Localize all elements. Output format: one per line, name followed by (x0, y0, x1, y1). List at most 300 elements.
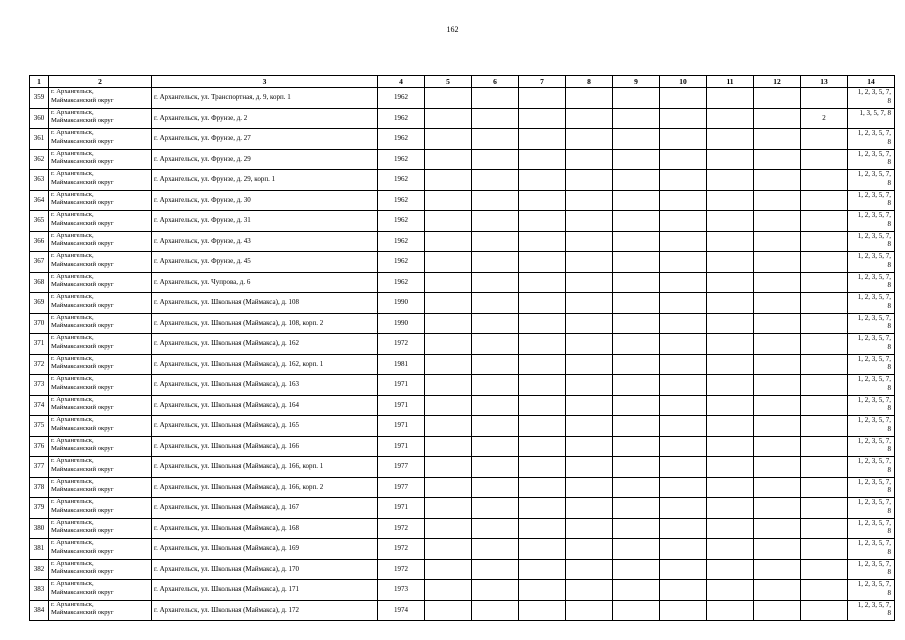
column-9-cell (613, 149, 660, 170)
column-9-cell (613, 272, 660, 293)
column-6-cell (472, 498, 519, 519)
year-cell: 1972 (378, 518, 425, 539)
year-cell: 1977 (378, 457, 425, 478)
column-14-cell: 1, 2, 3, 5, 7, 8 (848, 190, 895, 211)
row-number-cell: 359 (30, 88, 49, 109)
column-8-cell (566, 88, 613, 109)
column-13-cell (801, 334, 848, 355)
table-row (30, 477, 895, 498)
column-5-cell (425, 477, 472, 498)
column-13-cell (801, 190, 848, 211)
column-8-cell (566, 211, 613, 232)
column-7-cell (519, 416, 566, 437)
table-body (30, 88, 895, 621)
column-header-14: 14 (848, 76, 895, 88)
column-6-cell (472, 559, 519, 580)
column-12-cell (754, 518, 801, 539)
row-number-cell: 371 (30, 334, 49, 355)
column-8-cell (566, 252, 613, 273)
column-12-cell (754, 354, 801, 375)
column-12-cell (754, 211, 801, 232)
column-11-cell (707, 108, 754, 129)
column-7-cell (519, 88, 566, 109)
column-14-cell: 1, 2, 3, 5, 7, 8 (848, 477, 895, 498)
column-header-4: 4 (378, 76, 425, 88)
column-11-cell (707, 334, 754, 355)
column-11-cell (707, 559, 754, 580)
column-8-cell (566, 170, 613, 191)
year-cell: 1962 (378, 149, 425, 170)
column-14-cell: 1, 2, 3, 5, 7, 8 (848, 498, 895, 519)
table-row (30, 518, 895, 539)
column-12-cell (754, 190, 801, 211)
column-5-cell (425, 252, 472, 273)
column-6-cell (472, 252, 519, 273)
address-cell: г. Архангельск, ул. Школьная (Маймакса), д. 163 (152, 375, 378, 396)
column-6-cell (472, 190, 519, 211)
district-cell: г. Архангельск, Маймаксанский округ (49, 518, 152, 539)
column-9-cell (613, 354, 660, 375)
column-11-cell (707, 354, 754, 375)
table-row (30, 313, 895, 334)
column-9-cell (613, 252, 660, 273)
column-13-cell (801, 416, 848, 437)
column-8-cell (566, 129, 613, 150)
district-cell: г. Архангельск, Маймаксанский округ (49, 477, 152, 498)
column-10-cell (660, 498, 707, 519)
column-12-cell (754, 293, 801, 314)
year-cell: 1962 (378, 231, 425, 252)
column-8-cell (566, 477, 613, 498)
table-row (30, 293, 895, 314)
column-13-cell (801, 231, 848, 252)
row-number-cell: 377 (30, 457, 49, 478)
row-number-cell: 384 (30, 600, 49, 621)
column-6-cell (472, 293, 519, 314)
table-row (30, 580, 895, 601)
column-9-cell (613, 518, 660, 539)
address-cell: г. Архангельск, ул. Фрунзе, д. 31 (152, 211, 378, 232)
year-cell: 1962 (378, 272, 425, 293)
column-10-cell (660, 518, 707, 539)
year-cell: 1962 (378, 170, 425, 191)
address-cell: г. Архангельск, ул. Фрунзе, д. 27 (152, 129, 378, 150)
column-12-cell (754, 149, 801, 170)
column-14-cell: 1, 3, 5, 7, 8 (848, 108, 895, 129)
column-7-cell (519, 170, 566, 191)
column-9-cell (613, 498, 660, 519)
year-cell: 1962 (378, 211, 425, 232)
column-9-cell (613, 395, 660, 416)
column-10-cell (660, 580, 707, 601)
column-12-cell (754, 88, 801, 109)
column-12-cell (754, 231, 801, 252)
column-13-cell (801, 375, 848, 396)
column-9-cell (613, 600, 660, 621)
row-number-cell: 375 (30, 416, 49, 437)
column-10-cell (660, 416, 707, 437)
district-cell: г. Архангельск, Маймаксанский округ (49, 231, 152, 252)
column-10-cell (660, 88, 707, 109)
year-cell: 1973 (378, 580, 425, 601)
table-row (30, 334, 895, 355)
district-cell: г. Архангельск, Маймаксанский округ (49, 498, 152, 519)
column-5-cell (425, 334, 472, 355)
column-8-cell (566, 375, 613, 396)
column-8-cell (566, 539, 613, 560)
address-cell: г. Архангельск, ул. Фрунзе, д. 30 (152, 190, 378, 211)
year-cell: 1962 (378, 88, 425, 109)
column-6-cell (472, 477, 519, 498)
column-8-cell (566, 190, 613, 211)
column-14-cell: 1, 2, 3, 5, 7, 8 (848, 395, 895, 416)
row-number-cell: 376 (30, 436, 49, 457)
column-10-cell (660, 129, 707, 150)
column-11-cell (707, 88, 754, 109)
column-7-cell (519, 457, 566, 478)
column-9-cell (613, 293, 660, 314)
column-8-cell (566, 108, 613, 129)
column-6-cell (472, 457, 519, 478)
column-13-cell (801, 252, 848, 273)
column-11-cell (707, 518, 754, 539)
column-header-3: 3 (152, 76, 378, 88)
year-cell: 1977 (378, 477, 425, 498)
column-13-cell (801, 129, 848, 150)
column-5-cell (425, 108, 472, 129)
column-5-cell (425, 149, 472, 170)
column-14-cell: 1, 2, 3, 5, 7, 8 (848, 334, 895, 355)
column-5-cell (425, 375, 472, 396)
table-row (30, 457, 895, 478)
column-10-cell (660, 149, 707, 170)
column-12-cell (754, 129, 801, 150)
table-row (30, 416, 895, 437)
row-number-cell: 363 (30, 170, 49, 191)
column-10-cell (660, 436, 707, 457)
year-cell: 1981 (378, 354, 425, 375)
district-cell: г. Архангельск, Маймаксанский округ (49, 334, 152, 355)
column-10-cell (660, 108, 707, 129)
district-cell: г. Архангельск, Маймаксанский округ (49, 539, 152, 560)
column-12-cell (754, 334, 801, 355)
district-cell: г. Архангельск, Маймаксанский округ (49, 129, 152, 150)
column-10-cell (660, 211, 707, 232)
row-number-cell: 383 (30, 580, 49, 601)
column-9-cell (613, 231, 660, 252)
column-14-cell: 1, 2, 3, 5, 7, 8 (848, 272, 895, 293)
column-11-cell (707, 375, 754, 396)
column-7-cell (519, 293, 566, 314)
column-14-cell: 1, 2, 3, 5, 7, 8 (848, 436, 895, 457)
column-9-cell (613, 129, 660, 150)
district-cell: г. Архангельск, Маймаксанский округ (49, 190, 152, 211)
column-13-cell: 2 (801, 108, 848, 129)
column-9-cell (613, 580, 660, 601)
column-10-cell (660, 313, 707, 334)
column-6-cell (472, 600, 519, 621)
column-13-cell (801, 457, 848, 478)
column-11-cell (707, 416, 754, 437)
district-cell: г. Архангельск, Маймаксанский округ (49, 149, 152, 170)
column-9-cell (613, 313, 660, 334)
column-12-cell (754, 436, 801, 457)
table-row (30, 170, 895, 191)
address-cell: г. Архангельск, ул. Чупрова, д. 6 (152, 272, 378, 293)
column-5-cell (425, 600, 472, 621)
column-7-cell (519, 149, 566, 170)
column-10-cell (660, 559, 707, 580)
column-11-cell (707, 436, 754, 457)
table-row (30, 252, 895, 273)
column-13-cell (801, 170, 848, 191)
row-number-cell: 366 (30, 231, 49, 252)
column-9-cell (613, 477, 660, 498)
column-6-cell (472, 129, 519, 150)
column-7-cell (519, 211, 566, 232)
column-8-cell (566, 395, 613, 416)
address-cell: г. Архангельск, ул. Транспортная, д. 9, корп. 1 (152, 88, 378, 109)
year-cell: 1971 (378, 436, 425, 457)
column-10-cell (660, 600, 707, 621)
column-7-cell (519, 436, 566, 457)
year-cell: 1990 (378, 313, 425, 334)
column-7-cell (519, 559, 566, 580)
column-14-cell: 1, 2, 3, 5, 7, 8 (848, 170, 895, 191)
year-cell: 1962 (378, 190, 425, 211)
column-5-cell (425, 559, 472, 580)
row-number-cell: 373 (30, 375, 49, 396)
district-cell: г. Архангельск, Маймаксанский округ (49, 600, 152, 621)
column-10-cell (660, 457, 707, 478)
column-12-cell (754, 477, 801, 498)
address-cell: г. Архангельск, ул. Школьная (Маймакса), д. 108 (152, 293, 378, 314)
table-row (30, 231, 895, 252)
column-14-cell: 1, 2, 3, 5, 7, 8 (848, 293, 895, 314)
table-row (30, 88, 895, 109)
column-7-cell (519, 498, 566, 519)
column-13-cell (801, 354, 848, 375)
column-header-12: 12 (754, 76, 801, 88)
column-13-cell (801, 436, 848, 457)
table-row (30, 354, 895, 375)
column-8-cell (566, 416, 613, 437)
column-9-cell (613, 334, 660, 355)
row-number-cell: 378 (30, 477, 49, 498)
row-number-cell: 372 (30, 354, 49, 375)
column-10-cell (660, 293, 707, 314)
district-cell: г. Архангельск, Маймаксанский округ (49, 88, 152, 109)
table-row (30, 559, 895, 580)
column-13-cell (801, 211, 848, 232)
row-number-cell: 367 (30, 252, 49, 273)
column-8-cell (566, 498, 613, 519)
column-11-cell (707, 395, 754, 416)
column-6-cell (472, 416, 519, 437)
row-number-cell: 369 (30, 293, 49, 314)
column-8-cell (566, 559, 613, 580)
district-cell: г. Архангельск, Маймаксанский округ (49, 272, 152, 293)
table-row (30, 375, 895, 396)
column-9-cell (613, 375, 660, 396)
column-7-cell (519, 334, 566, 355)
column-11-cell (707, 477, 754, 498)
address-cell: г. Архангельск, ул. Фрунзе, д. 29, корп. 1 (152, 170, 378, 191)
address-cell: г. Архангельск, ул. Школьная (Маймакса), д. 166, корп. 2 (152, 477, 378, 498)
column-12-cell (754, 252, 801, 273)
column-5-cell (425, 88, 472, 109)
year-cell: 1974 (378, 600, 425, 621)
column-9-cell (613, 211, 660, 232)
column-6-cell (472, 518, 519, 539)
column-11-cell (707, 149, 754, 170)
column-5-cell (425, 211, 472, 232)
district-cell: г. Архангельск, Маймаксанский округ (49, 108, 152, 129)
page-number: 162 (446, 25, 459, 34)
district-cell: г. Архангельск, Маймаксанский округ (49, 457, 152, 478)
column-12-cell (754, 272, 801, 293)
address-cell: г. Архангельск, ул. Школьная (Маймакса), д. 167 (152, 498, 378, 519)
column-8-cell (566, 293, 613, 314)
table-row (30, 498, 895, 519)
column-14-cell: 1, 2, 3, 5, 7, 8 (848, 354, 895, 375)
column-10-cell (660, 252, 707, 273)
column-12-cell (754, 600, 801, 621)
column-6-cell (472, 272, 519, 293)
column-6-cell (472, 539, 519, 560)
column-13-cell (801, 518, 848, 539)
column-5-cell (425, 580, 472, 601)
row-number-cell: 362 (30, 149, 49, 170)
column-12-cell (754, 170, 801, 191)
row-number-cell: 360 (30, 108, 49, 129)
column-6-cell (472, 108, 519, 129)
column-13-cell (801, 395, 848, 416)
row-number-cell: 382 (30, 559, 49, 580)
address-cell: г. Архангельск, ул. Фрунзе, д. 45 (152, 252, 378, 273)
table-header (30, 76, 895, 88)
column-6-cell (472, 88, 519, 109)
column-14-cell: 1, 2, 3, 5, 7, 8 (848, 518, 895, 539)
year-cell: 1972 (378, 334, 425, 355)
column-5-cell (425, 170, 472, 191)
column-11-cell (707, 231, 754, 252)
column-8-cell (566, 354, 613, 375)
column-5-cell (425, 231, 472, 252)
column-6-cell (472, 436, 519, 457)
column-7-cell (519, 354, 566, 375)
column-10-cell (660, 375, 707, 396)
address-cell: г. Архангельск, ул. Школьная (Маймакса), д. 164 (152, 395, 378, 416)
column-7-cell (519, 539, 566, 560)
column-header-5: 5 (425, 76, 472, 88)
column-9-cell (613, 457, 660, 478)
column-11-cell (707, 457, 754, 478)
header-row (30, 76, 895, 88)
column-13-cell (801, 498, 848, 519)
column-12-cell (754, 539, 801, 560)
column-7-cell (519, 580, 566, 601)
table-row (30, 395, 895, 416)
column-5-cell (425, 457, 472, 478)
column-13-cell (801, 539, 848, 560)
column-8-cell (566, 580, 613, 601)
column-11-cell (707, 293, 754, 314)
column-7-cell (519, 129, 566, 150)
column-13-cell (801, 600, 848, 621)
district-cell: г. Архангельск, Маймаксанский округ (49, 375, 152, 396)
column-5-cell (425, 129, 472, 150)
district-cell: г. Архангельск, Маймаксанский округ (49, 559, 152, 580)
column-11-cell (707, 580, 754, 601)
column-8-cell (566, 149, 613, 170)
column-11-cell (707, 190, 754, 211)
address-cell: г. Архангельск, ул. Школьная (Маймакса), д. 162 (152, 334, 378, 355)
column-6-cell (472, 231, 519, 252)
column-9-cell (613, 190, 660, 211)
column-6-cell (472, 395, 519, 416)
table-row (30, 600, 895, 621)
column-13-cell (801, 293, 848, 314)
column-5-cell (425, 498, 472, 519)
column-12-cell (754, 395, 801, 416)
column-10-cell (660, 477, 707, 498)
row-number-cell: 370 (30, 313, 49, 334)
column-11-cell (707, 498, 754, 519)
column-9-cell (613, 436, 660, 457)
column-10-cell (660, 190, 707, 211)
column-9-cell (613, 170, 660, 191)
column-10-cell (660, 354, 707, 375)
column-7-cell (519, 600, 566, 621)
column-header-7: 7 (519, 76, 566, 88)
address-cell: г. Архангельск, ул. Школьная (Маймакса), д. 162, корп. 1 (152, 354, 378, 375)
column-7-cell (519, 477, 566, 498)
column-5-cell (425, 416, 472, 437)
row-number-cell: 380 (30, 518, 49, 539)
address-cell: г. Архангельск, ул. Школьная (Маймакса), д. 165 (152, 416, 378, 437)
district-cell: г. Архангельск, Маймаксанский округ (49, 416, 152, 437)
column-5-cell (425, 293, 472, 314)
column-11-cell (707, 600, 754, 621)
district-cell: г. Архангельск, Маймаксанский округ (49, 293, 152, 314)
year-cell: 1972 (378, 559, 425, 580)
row-number-cell: 374 (30, 395, 49, 416)
table-row (30, 129, 895, 150)
year-cell: 1972 (378, 539, 425, 560)
district-cell: г. Архангельск, Маймаксанский округ (49, 395, 152, 416)
column-10-cell (660, 539, 707, 560)
table-row (30, 149, 895, 170)
table-row (30, 539, 895, 560)
column-14-cell: 1, 2, 3, 5, 7, 8 (848, 313, 895, 334)
table-row (30, 272, 895, 293)
column-6-cell (472, 149, 519, 170)
district-cell: г. Архангельск, Маймаксанский округ (49, 354, 152, 375)
column-7-cell (519, 395, 566, 416)
column-14-cell: 1, 2, 3, 5, 7, 8 (848, 88, 895, 109)
column-5-cell (425, 272, 472, 293)
column-7-cell (519, 375, 566, 396)
column-6-cell (472, 375, 519, 396)
column-11-cell (707, 252, 754, 273)
column-14-cell: 1, 2, 3, 5, 7, 8 (848, 252, 895, 273)
column-14-cell: 1, 2, 3, 5, 7, 8 (848, 129, 895, 150)
column-8-cell (566, 436, 613, 457)
column-12-cell (754, 416, 801, 437)
column-12-cell (754, 559, 801, 580)
column-12-cell (754, 108, 801, 129)
